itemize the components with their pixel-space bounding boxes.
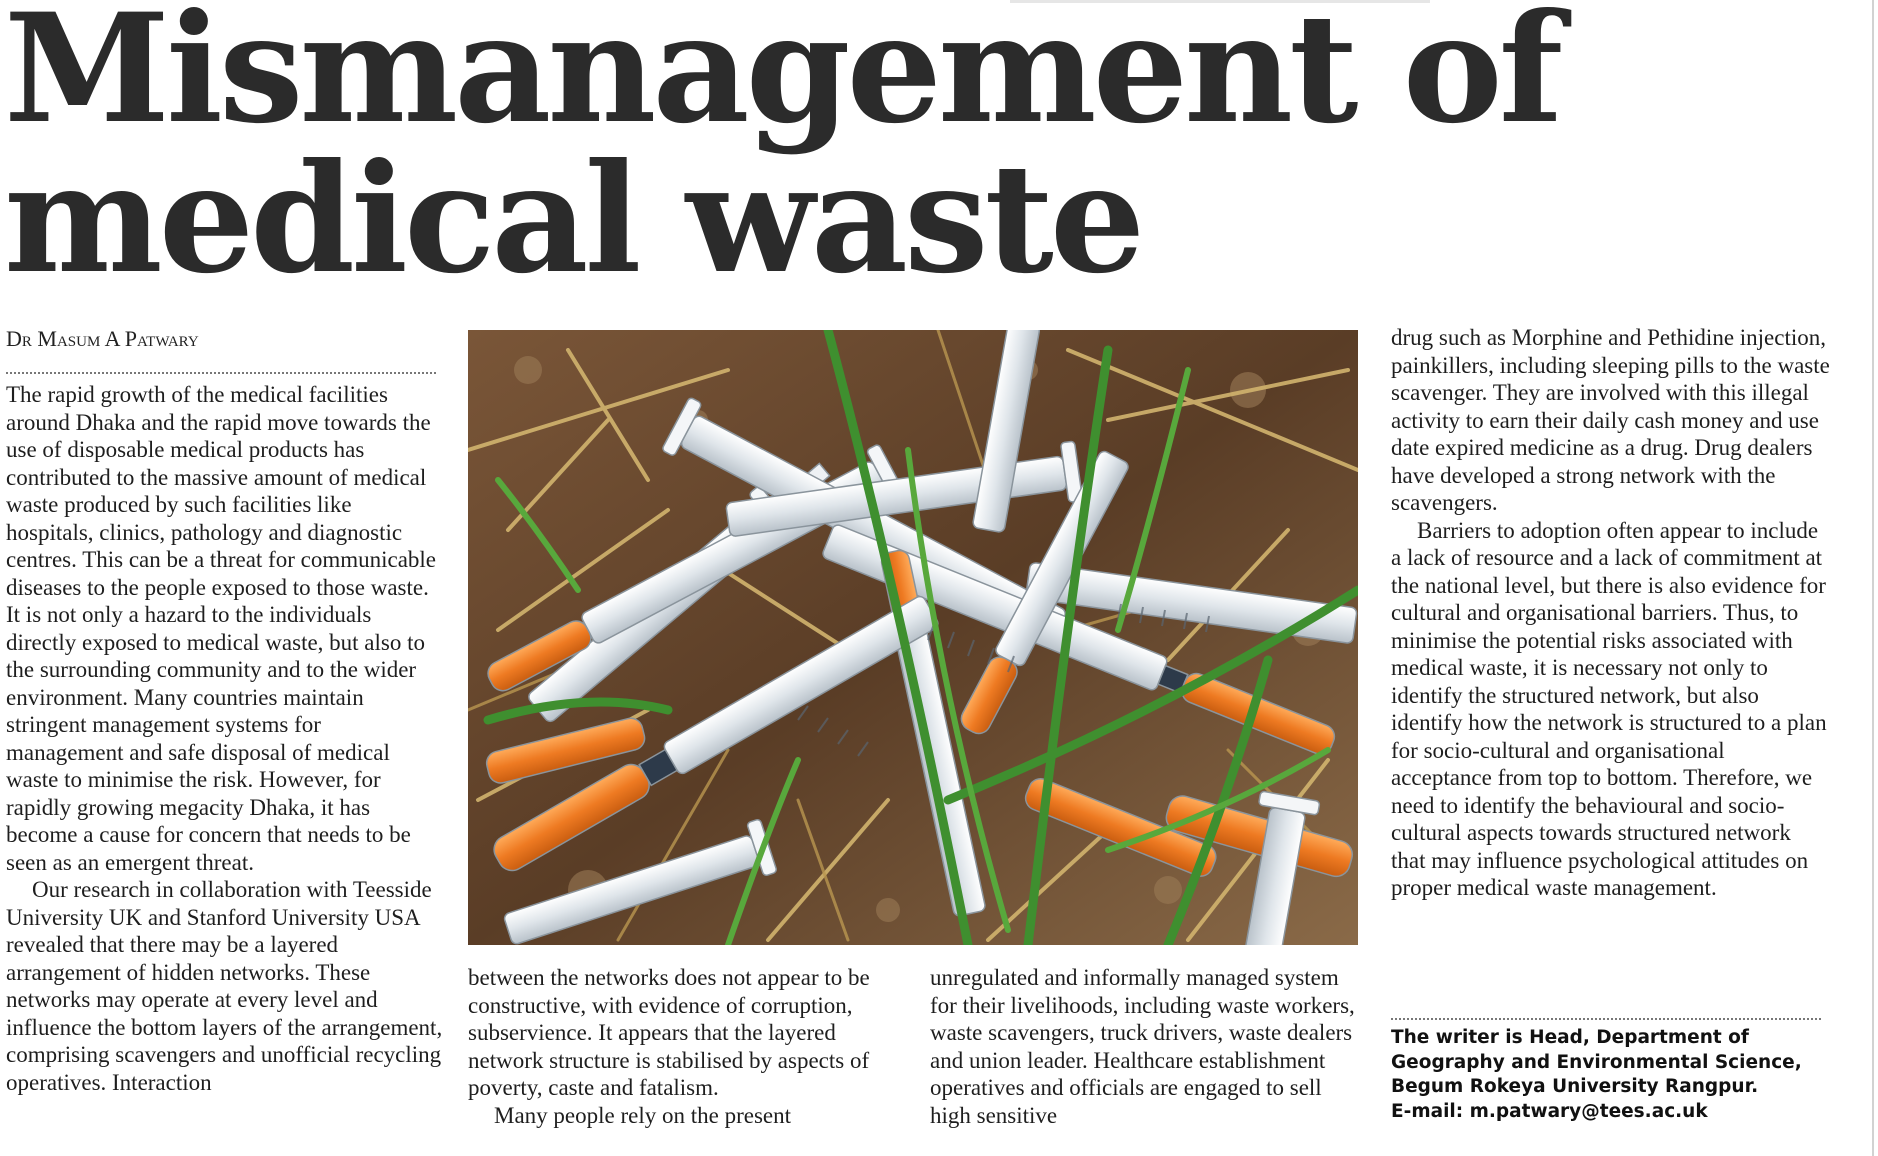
writer-note-dotted-rule	[1391, 1018, 1821, 1020]
column-1-paragraph-2: Our research in collaboration with Teesside University UK and Stanford University USA revealed that there may be a layered arrangement of hidden networks. These networks may operate at every level and influence the bottom layers of the arrangement, comprising scavengers and unofficial recycling operatives. Interaction	[6, 877, 443, 1095]
article-column-2	[468, 964, 888, 1129]
column-4-paragraph-2: Barriers to adoption often appear to include a lack of resource and a lack of commitment at the national level, but there is also evidence for cultural and organisational barriers. Thus, to minimise the potential risks associated with medical waste, it is necessary not only to identify the structured network, but also identify how the network is structured to a plan for socio-cultural and organisational acceptance from top to bottom. Therefore, we need to identify the behavioural and socio-cultural aspects towards structured network that may influence psychological attitudes on proper medical waste management.	[1391, 517, 1827, 900]
column-4-paragraph-1: drug such as Morphine and Pethidine injection, painkillers, including sleeping pills to the waste scavenger. They are involved with this illegal activity to earn their daily cash money and use date expired medicine as a drug. Drug dealers have developed a strong network with the scavengers.	[1391, 325, 1830, 515]
writer-note-line-3: Begum Rokeya University Rangpur.	[1391, 1076, 1759, 1097]
column-2-paragraph-2: Many people rely on the present	[494, 1102, 791, 1128]
page-edge-rule	[1872, 0, 1874, 1156]
byline: Dr Masum A Patwary	[6, 326, 199, 351]
headline-line-2: medical waste	[4, 131, 1142, 307]
writer-note-line-1: The writer is Head, Department of	[1391, 1027, 1749, 1048]
article-column-1	[6, 381, 444, 1096]
writer-note-email: E-mail: m.patwary@tees.ac.uk	[1391, 1100, 1708, 1122]
column-1-paragraph-1: The rapid growth of the medical facilities around Dhaka and the rapid move towards the use of disposable medical products has contributed to the massive amount of medical waste produced by such facilities like hospitals, clinics, pathology and diagnostic centres. This can be a threat for communicable diseases to the people exposed to those waste. It is not only a hazard to the individuals directly exposed to medical waste, but also to the surrounding community and to the wider environment. Many countries maintain stringent management systems for management and safe disposal of medical waste to minimise the risk. However, for rapidly growing megacity Dhaka, it has become a cause for concern that needs to be seen as an emergent threat.	[6, 382, 437, 875]
column-2-paragraph-1: between the networks does not appear to be constructive, with evidence of corruption, subservience. It appears that the layered network structure is stabilised by aspects of poverty, caste and fatalism.	[468, 965, 870, 1100]
writer-note-line-2: Geography and Environmental Science,	[1391, 1051, 1802, 1073]
article-column-4	[1391, 324, 1831, 902]
headline	[4, 0, 1560, 307]
writer-note	[1391, 1026, 1851, 1124]
column-3-paragraph-1: unregulated and informally managed system for their livelihoods, including waste workers, waste scavengers, truck drivers, waste dealers and union leader. Healthcare establishment operatives and officials are engaged to sell high sensitive	[930, 965, 1355, 1128]
byline-dotted-rule	[6, 372, 436, 374]
syringe-photo	[468, 330, 1358, 945]
headline-line-1: Mismanagement of	[4, 0, 1560, 157]
discarded-syringes-icon	[468, 330, 1358, 945]
article-column-3	[930, 964, 1360, 1129]
